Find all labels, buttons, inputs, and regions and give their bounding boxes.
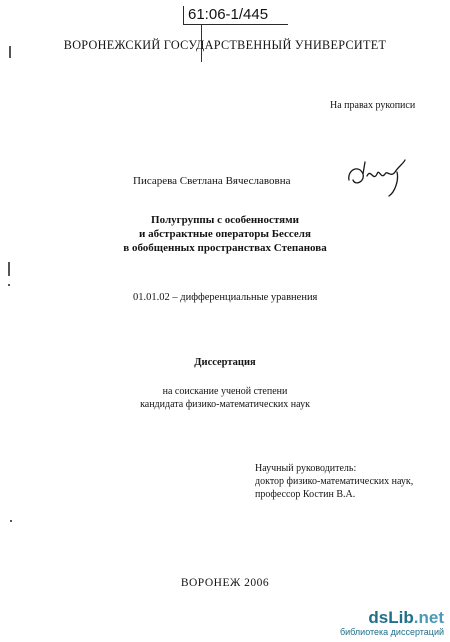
rights-note: На правах рукописи: [330, 100, 416, 111]
title-line-2: и абстрактные операторы Бесселя: [139, 228, 311, 240]
supervisor-label: Научный руководитель:: [255, 463, 357, 474]
scan-mark: [8, 262, 10, 276]
degree-statement: [0, 385, 450, 411]
title-line-1: Полугруппы с особенностями: [151, 214, 299, 226]
degree-line-1: на соискание ученой степени: [162, 386, 288, 397]
document-type: Диссертация: [194, 357, 256, 368]
watermark-subtitle: библиотека диссертаций: [339, 627, 444, 637]
scan-mark: [10, 520, 12, 522]
scan-mark: [9, 46, 11, 58]
supervisor-block: [255, 462, 413, 501]
university-name: ВОРОНЕЖСКИЙ ГОСУДАРСТВЕННЫЙ УНИВЕРСИТЕТ: [63, 38, 387, 52]
dissertation-title: [0, 213, 450, 255]
author-signature: [345, 154, 415, 198]
city-year: ВОРОНЕЖ 2006: [180, 577, 270, 589]
author-name: Писарева Светлана Вячеславовна: [133, 175, 291, 187]
supervisor-name: профессор Костин В.А.: [255, 489, 356, 500]
watermark-brand: [340, 609, 444, 627]
watermark-brand-main: dsLib: [368, 608, 414, 627]
archive-stamp-code: 61:06-1/445: [188, 6, 269, 23]
supervisor-degree: доктор физико-математических наук,: [255, 476, 414, 487]
watermark[interactable]: [340, 609, 444, 638]
watermark-brand-tld: .net: [413, 608, 444, 627]
scan-mark: [8, 284, 10, 286]
title-line-3: в обобщенных пространствах Степанова: [123, 242, 327, 254]
degree-line-2: кандидата физико-математических наук: [140, 399, 310, 410]
specialty-code: 01.01.02 – дифференциальные уравнения: [133, 292, 318, 303]
archive-stamp: [183, 6, 288, 25]
